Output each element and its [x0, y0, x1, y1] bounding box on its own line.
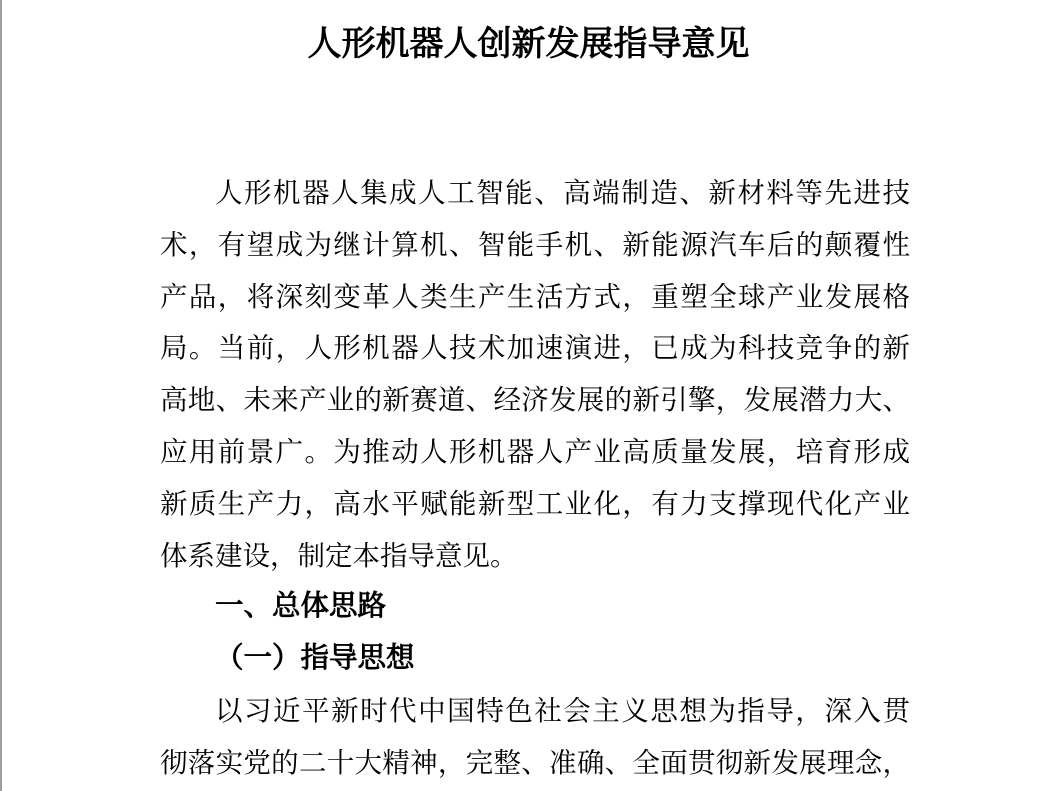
subsection-heading: （一）指导思想 [215, 643, 415, 675]
text-line: 产品，将深刻变革人类生产生活方式，重塑全球产业发展格 [160, 280, 910, 312]
text-line: 局。当前，人形机器人技术加速演进，已成为科技竞争的新 [160, 332, 910, 364]
section-heading: 一、总体思路 [215, 590, 387, 623]
text-line: 术，有望成为继计算机、智能手机、新能源汽车后的颠覆性 [160, 228, 910, 260]
text-line: 体系建设，制定本指导意见。 [160, 539, 518, 571]
text-line: 人形机器人集成人工智能、高端制造、新材料等先进技 [215, 177, 910, 208]
document-title: 人形机器人创新发展指导意见 [307, 26, 750, 63]
text-line: 应用前景广。为推动人形机器人产业高质量发展，培育形成 [160, 435, 910, 467]
text-line: 彻落实党的二十大精神，完整、准确、全面贯彻新发展理念， [160, 746, 910, 778]
text-line: 新质生产力，高水平赋能新型工业化，有力支撑现代化产业 [160, 487, 910, 519]
text-line: 以习近平新时代中国特色社会主义思想为指导，深入贯 [215, 694, 910, 726]
document-body [2, 167, 1055, 789]
text-line: 高地、未来产业的新赛道、经济发展的新引擎，发展潜力大、 [160, 384, 910, 416]
